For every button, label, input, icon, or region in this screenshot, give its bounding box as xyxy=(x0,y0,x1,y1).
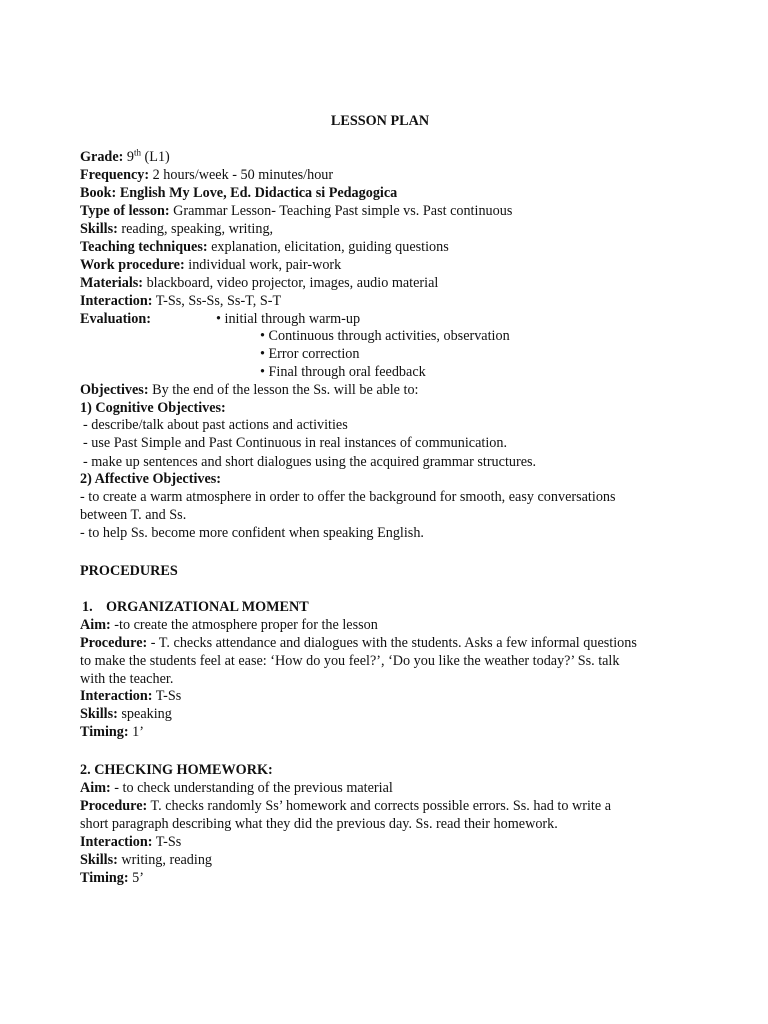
step-aim-line xyxy=(80,616,378,634)
interaction-line xyxy=(80,292,281,310)
step-heading xyxy=(82,598,309,616)
frequency-line xyxy=(80,166,333,184)
type-of-lesson-label: Type of lesson: xyxy=(80,203,170,219)
materials-line xyxy=(80,274,438,292)
book-value: English My Love, Ed. Didactica si Pedagogica xyxy=(119,185,398,201)
objectives-intro: By the end of the lesson the Ss. will be able to: xyxy=(152,382,419,398)
procedure-text: to make the students feel at ease: ‘How do you feel?’, ‘Do you like the weather today?’ Ss. talk xyxy=(80,653,620,669)
teaching-techniques-value: explanation, elicitation, guiding questions xyxy=(211,239,449,255)
work-procedure-label: Work procedure: xyxy=(80,257,185,273)
objective-item: - use Past Simple and Past Continuous in real instances of communication. xyxy=(83,435,507,451)
interaction-value: T-Ss xyxy=(155,688,182,704)
procedure-text: - T. checks attendance and dialogues with the students. Asks a few informal questions xyxy=(147,635,637,651)
type-of-lesson-line xyxy=(80,202,512,220)
grade-line xyxy=(80,148,170,166)
step-skills-line xyxy=(80,705,172,723)
aim-label: Aim: xyxy=(80,617,111,633)
materials-value: blackboard, video projector, images, audio material xyxy=(146,275,439,291)
objectives-line xyxy=(80,381,418,399)
frequency-label: Frequency: xyxy=(80,167,150,183)
book-label: Book: xyxy=(80,185,117,201)
step-procedure-line xyxy=(80,634,637,652)
skills-label: Skills: xyxy=(80,221,118,237)
evaluation-item: • initial through warm-up xyxy=(216,311,361,327)
step-timing-line xyxy=(80,869,144,887)
teaching-techniques-label: Teaching techniques: xyxy=(80,239,208,255)
interaction-value: T-Ss xyxy=(155,834,182,850)
evaluation-item: • Error correction xyxy=(260,346,360,362)
book-line xyxy=(80,184,397,202)
timing-label: Timing: xyxy=(80,870,129,886)
affective-objectives-heading: 2) Affective Objectives: xyxy=(80,471,222,487)
skills-value: speaking xyxy=(121,706,172,722)
timing-value: 1’ xyxy=(132,724,144,740)
step-procedure-line xyxy=(80,797,611,815)
step-skills-line xyxy=(80,851,212,869)
type-of-lesson-value: Grammar Lesson- Teaching Past simple vs. Past continuous xyxy=(173,203,513,219)
interaction-value: T-Ss, Ss-Ss, Ss-T, S-T xyxy=(155,293,282,309)
skills-value: reading, speaking, writing, xyxy=(121,221,274,237)
timing-value: 5’ xyxy=(132,870,144,886)
grade-label: Grade: xyxy=(80,149,124,165)
evaluation-item: • Continuous through activities, observation xyxy=(260,328,510,344)
procedure-text: short paragraph describing what they did the previous day. Ss. read their homework. xyxy=(80,816,558,832)
step-interaction-line xyxy=(80,687,181,705)
procedure-text: with the teacher. xyxy=(80,671,174,687)
interaction-label: Interaction: xyxy=(80,293,153,309)
aim-value: -to create the atmosphere proper for the lesson xyxy=(114,617,378,633)
step-timing-line xyxy=(80,723,144,741)
step-number: 2. xyxy=(80,762,91,778)
skills-value: writing, reading xyxy=(121,852,213,868)
skills-line xyxy=(80,220,273,238)
work-procedure-line xyxy=(80,256,341,274)
procedure-label: Procedure: xyxy=(80,635,148,651)
grade-value: 9th (L1) xyxy=(126,147,170,165)
timing-label: Timing: xyxy=(80,724,129,740)
step-aim-line xyxy=(80,779,393,797)
procedure-label: Procedure: xyxy=(80,798,148,814)
cognitive-objectives-heading: 1) Cognitive Objectives: xyxy=(80,400,226,416)
step-title: ORGANIZATIONAL MOMENT xyxy=(106,599,309,615)
aim-label: Aim: xyxy=(80,780,111,796)
objective-item: between T. and Ss. xyxy=(80,507,187,523)
evaluation-item: • Final through oral feedback xyxy=(260,364,426,380)
evaluation-label: Evaluation: xyxy=(80,311,151,327)
skills-label: Skills: xyxy=(80,852,118,868)
interaction-label: Interaction: xyxy=(80,688,153,704)
procedure-text: T. checks randomly Ss’ homework and corrects possible errors. Ss. had to write a xyxy=(150,798,611,814)
document-title: LESSON PLAN xyxy=(330,113,430,129)
work-procedure-value: individual work, pair-work xyxy=(188,257,342,273)
procedures-heading: PROCEDURES xyxy=(80,563,178,579)
objectives-label: Objectives: xyxy=(80,382,149,398)
materials-label: Materials: xyxy=(80,275,144,291)
skills-label: Skills: xyxy=(80,706,118,722)
interaction-label: Interaction: xyxy=(80,834,153,850)
objective-item: - to help Ss. become more confident when speaking English. xyxy=(80,525,424,541)
teaching-techniques-line xyxy=(80,238,449,256)
step-interaction-line xyxy=(80,833,181,851)
frequency-value: 2 hours/week - 50 minutes/hour xyxy=(152,167,334,183)
objective-item: - describe/talk about past actions and activities xyxy=(83,417,348,433)
aim-value: - to check understanding of the previous material xyxy=(114,780,393,796)
objective-item: - to create a warm atmosphere in order to offer the background for smooth, easy conversations xyxy=(80,489,616,505)
step-number: 1. xyxy=(82,599,93,615)
objective-item: - make up sentences and short dialogues using the acquired grammar structures. xyxy=(83,454,537,470)
step-heading xyxy=(80,761,273,779)
step-title: CHECKING HOMEWORK: xyxy=(94,762,273,778)
